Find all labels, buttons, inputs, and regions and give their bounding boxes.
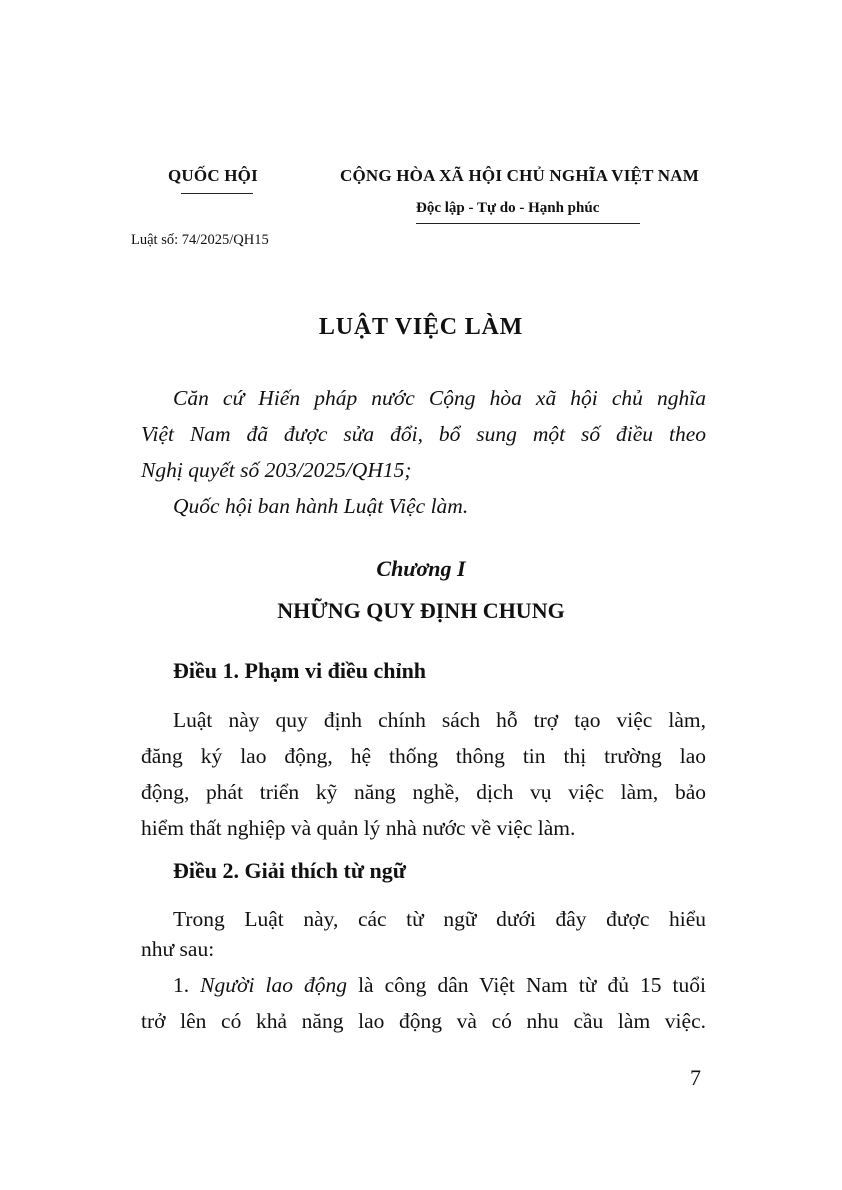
article-line: Trong Luật này, các từ ngữ dưới đây được hiểu [173, 907, 706, 931]
preamble-line: Nghị quyết số 203/2025/QH15; [141, 458, 412, 482]
chapter-title: NHỮNG QUY ĐỊNH CHUNG [277, 598, 565, 623]
article-line: đăng ký lao động, hệ thống thông tin thị trường lao [141, 744, 706, 768]
national-motto: Độc lập - Tự do - Hạnh phúc [416, 200, 600, 216]
preamble-line: Việt Nam đã được sửa đổi, bổ sung một số điều theo [141, 422, 706, 446]
definition-text: là công dân Việt Nam từ đủ 15 tuổi [358, 973, 706, 997]
article-line: trở lên có khả năng lao động và có nhu cầu làm việc. [141, 1009, 706, 1033]
preamble-line: Căn cứ Hiến pháp nước Cộng hòa xã hội chủ nghĩa [173, 386, 706, 410]
preamble-line: Quốc hội ban hành Luật Việc làm. [173, 494, 469, 518]
article-1-heading: Điều 1. Phạm vi điều chỉnh [173, 658, 427, 683]
item-number: 1. [173, 973, 190, 997]
article-2-heading: Điều 2. Giải thích từ ngữ [173, 858, 406, 883]
article-line: động, phát triển kỹ năng nghề, dịch vụ việc làm, bảo [141, 780, 706, 804]
definition-item [141, 967, 706, 1003]
article-line: hiểm thất nghiệp và quản lý nhà nước về việc làm. [141, 816, 576, 840]
preamble [141, 380, 706, 524]
page-number: 7 [690, 1065, 701, 1090]
organization-underline [181, 193, 253, 194]
article-line: Luật này quy định chính sách hỗ trợ tạo việc làm, [173, 708, 706, 732]
article-1-body [141, 702, 706, 846]
law-title: LUẬT VIỆC LÀM [318, 314, 524, 340]
country-name: CỘNG HÒA XÃ HỘI CHỦ NGHĨA VIỆT NAM [340, 166, 699, 185]
organization-name: QUỐC HỘI [168, 166, 258, 185]
defined-term: Người lao động [200, 973, 348, 997]
law-number: Luật số: 74/2025/QH15 [131, 232, 269, 248]
article-2-body [141, 901, 706, 1039]
chapter-label: Chương I [376, 556, 466, 581]
motto-underline [416, 223, 640, 224]
article-line: như sau: [141, 937, 215, 961]
